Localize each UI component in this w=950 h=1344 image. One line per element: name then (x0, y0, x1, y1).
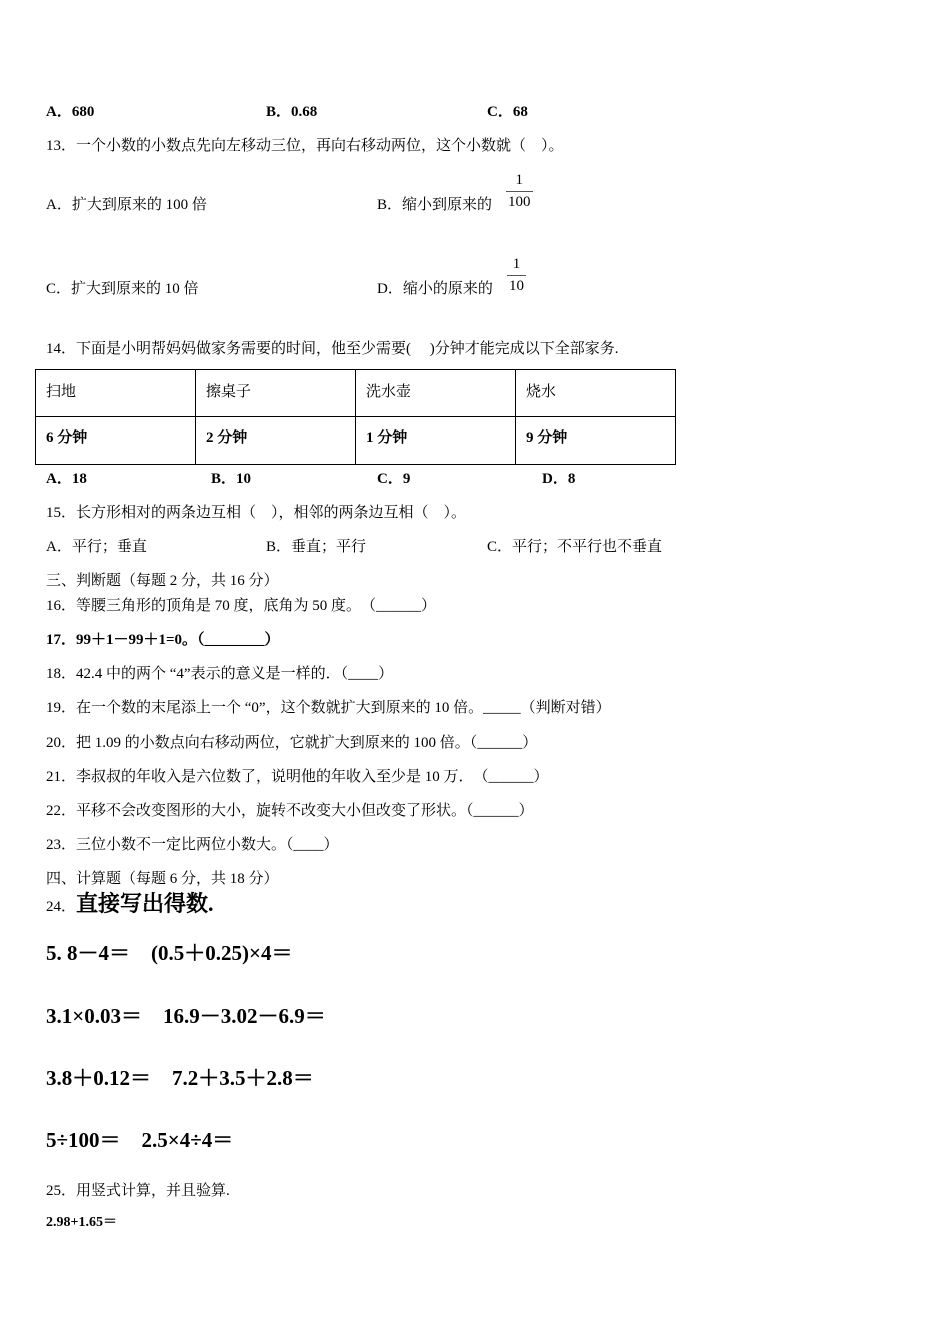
chores-table (35, 369, 676, 465)
section-4-heading: 四、计算题（每题 6 分，共 18 分） (46, 871, 279, 887)
fraction-denominator: 10 (509, 278, 524, 294)
table-cell: 6 分钟 (36, 417, 196, 465)
table-header-cell: 洗水壶 (356, 370, 516, 417)
table-cell: 9 分钟 (516, 417, 676, 465)
q17-statement: 17．99＋1－99＋1=0。（________） (46, 632, 280, 648)
q15-option-c: C．平行；不平行也不垂直 (487, 539, 663, 555)
table-header-cell: 扫地 (36, 370, 196, 417)
q25-stem: 25．用竖式计算，并且验算. (46, 1183, 230, 1199)
table-row (36, 417, 676, 465)
q22-statement: 22．平移不会改变图形的大小，旋转不改变大小但改变了形状。（______） (46, 803, 534, 819)
table-header-row (36, 370, 676, 417)
q24-calc-row: 3.8＋0.12＝ 7.2＋3.5＋2.8＝ (46, 1066, 314, 1090)
table-header-cell: 擦桌子 (196, 370, 356, 417)
q15-stem: 15．长方形相对的两条边互相（ ），相邻的两条边互相（ ）。 (46, 505, 467, 521)
q14-stem: 14．下面是小明帮妈妈做家务需要的时间，他至少需要( )分钟才能完成以下全部家务. (46, 341, 619, 357)
table-cell: 2 分钟 (196, 417, 356, 465)
section-3-heading: 三、判断题（每题 2 分，共 16 分） (46, 573, 279, 589)
q13-option-b-fraction (506, 172, 533, 210)
q14-option-b: B．10 (211, 471, 252, 487)
fraction-denominator: 100 (508, 194, 531, 210)
q18-statement: 18．42.4 中的两个 “4”表示的意义是一样的．（____） (46, 666, 394, 682)
q24-heading (46, 891, 214, 921)
q15-option-b: B．垂直；平行 (266, 539, 367, 555)
fraction-bar (507, 275, 526, 276)
q13-option-d: D．缩小的原来的 (377, 281, 493, 297)
q12-option-a: A．680 (46, 104, 95, 120)
q13-stem: 13．一个小数的小数点先向左移动三位，再向右移动两位，这个小数就（ ）。 (46, 138, 564, 154)
q20-statement: 20．把 1.09 的小数点向右移动两位，它就扩大到原来的 100 倍。（______） (46, 735, 538, 751)
q13-option-a: A．扩大到原来的 100 倍 (46, 197, 207, 213)
q13-option-d-fraction (507, 256, 526, 294)
q24-calc-row: 5. 8－4＝ (0.5＋0.25)×4＝ (46, 941, 293, 965)
q19-statement: 19．在一个数的末尾添上一个 “0”，这个数就扩大到原来的 10 倍。_____（判断对错） (46, 700, 611, 716)
table-cell: 1 分钟 (356, 417, 516, 465)
q14-option-c: C．9 (377, 471, 411, 487)
q13-option-b: B．缩小到原来的 (377, 197, 493, 213)
fraction-numerator: 1 (515, 172, 523, 188)
q24-calc-row: 3.1×0.03＝ 16.9－3.02－6.9＝ (46, 1004, 326, 1028)
q16-statement: 16．等腰三角形的顶角是 70 度，底角为 50 度。 （______） (46, 598, 437, 614)
q21-statement: 21．李叔叔的年收入是六位数了，说明他的年收入至少是 10 万． （______） (46, 769, 549, 785)
fraction-bar (506, 191, 533, 192)
q14-option-d: D．8 (542, 471, 576, 487)
q24-title: 直接写出得数. (76, 891, 214, 916)
q15-option-a: A．平行；垂直 (46, 539, 147, 555)
q12-option-c: C．68 (487, 104, 528, 120)
q12-option-b: B．0.68 (266, 104, 318, 120)
q14-option-a: A．18 (46, 471, 87, 487)
q23-statement: 23．三位小数不一定比两位小数大。（____） (46, 837, 339, 853)
q24-calc-row: 5÷100＝ 2.5×4÷4＝ (46, 1128, 234, 1152)
table-header-cell: 烧水 (516, 370, 676, 417)
fraction-numerator: 1 (512, 256, 521, 272)
q24-number: 24． (46, 899, 77, 915)
q13-option-c: C．扩大到原来的 10 倍 (46, 281, 199, 297)
q25-expression: 2.98+1.65＝ (46, 1215, 117, 1230)
